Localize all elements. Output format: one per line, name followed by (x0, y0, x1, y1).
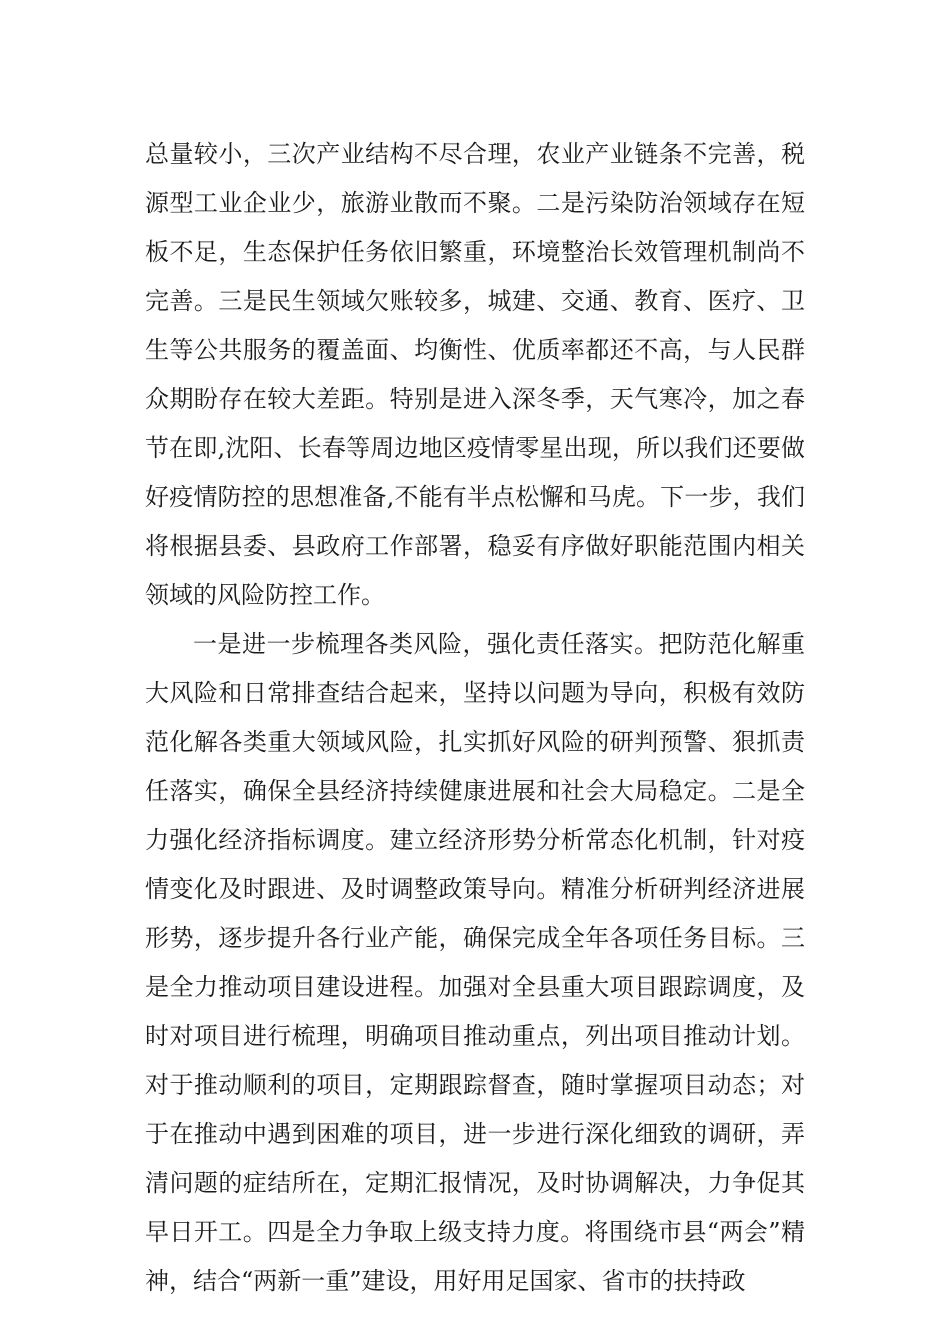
paragraph-2: 一是进一步梳理各类风险，强化责任落实。把防范化解重大风险和日常排查结合起来，坚持以问题为导向，积极有效防范化解各类重大领域风险，扎实抓好风险的研判预警、狠抓责任落实，确保全县经济持续健康进展和社会大局稳定。二是全力强化经济指标调度。建立经济形势分析常态化机制，针对疫情变化及时跟进、及时调整政策导向。精准分析研判经济进展形势，逐步提升各行业产能，确保完成全年各项任务目标。三是全力推动项目建设进程。加强对全县重大项目跟踪调度，及时对项目进行梳理，明确项目推动重点，列出项目推动计划。对于推动顺利的项目，定期跟踪督查，随时掌握项目动态；对于在推动中遇到困难的项目，进一步进行深化细致的调研，弄清问题的症结所在，定期汇报情况，及时协调解决，力争促其早日开工。四是全力争取上级支持力度。将围绕市县“两会”精神，结合“两新一重”建设，用好用足国家、省市的扶持政 (145, 630, 805, 1295)
paragraph-1: 总量较小，三次产业结构不尽合理，农业产业链条不完善，税源型工业企业少，旅游业散而不聚。二是污染防治领域存在短板不足，生态保护任务依旧繁重，环境整治长效管理机制尚不完善。三是民生领域欠账较多，城建、交通、教育、医疗、卫生等公共服务的覆盖面、均衡性、优质率都还不高，与人民群众期盼存在较大差距。特别是进入深冬季，天气寒冷，加之春节在即,沈阳、长春等周边地区疫情零星出现，所以我们还要做好疫情防控的思想准备,不能有半点松懈和马虎。下一步，我们将根据县委、县政府工作部署，稳妥有序做好职能范围内相关领域的风险防控工作。 (145, 140, 805, 609)
body-text (145, 130, 805, 1306)
